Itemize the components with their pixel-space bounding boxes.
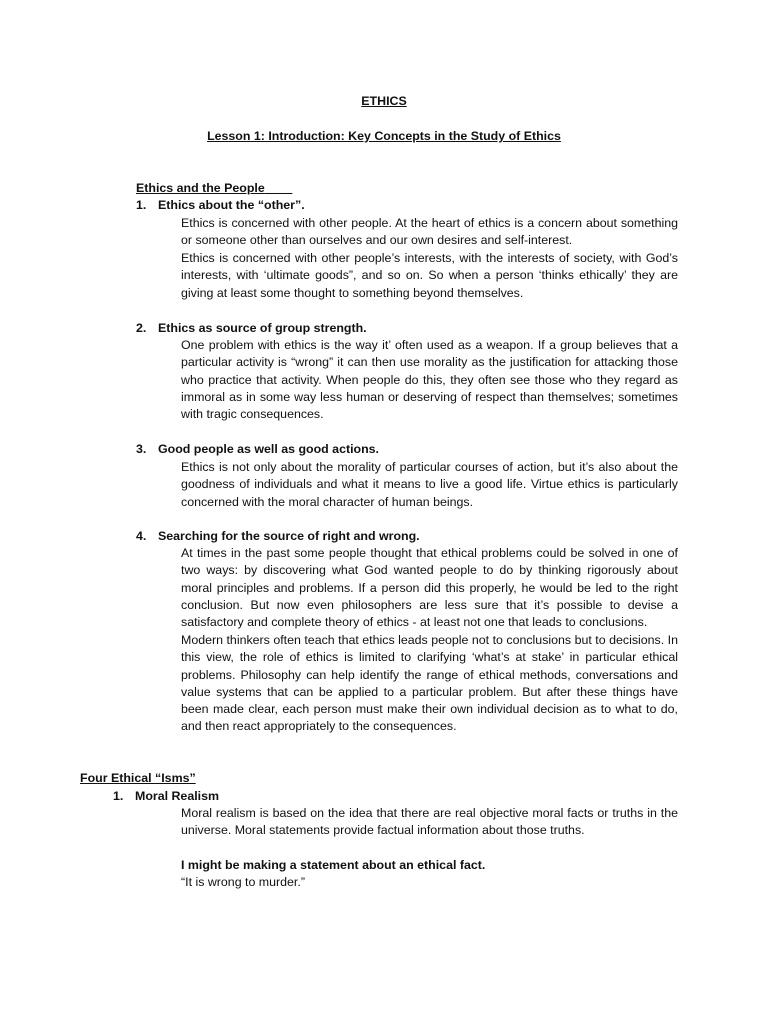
paragraph: Ethics is not only about the morality of particular courses of action, but it’s also about the goodness of individuals and what it means to live a good life. Virtue ethics is particularly concerned with the moral character of human beings. — [181, 460, 678, 509]
list-item-title: 1. Moral Realism — [113, 789, 220, 803]
paragraph: Ethics is concerned with other people. At the heart of ethics is a concern about something or someone other than ourselves and our own desires and self-interest. — [181, 216, 678, 248]
paragraph: At times in the past some people thought that ethical problems could be solved in one of two ways: by discovering what God wanted people to do by thinking rigorously about moral principles and problems. If a person did this properly, he would be led to the right conclusion. But now even philosophers are less sure that it’s possible to devise a satisfactory and complete theory of ethics - at least not one that leads to conclusions. — [181, 546, 678, 630]
paragraph: Ethics is concerned with other people’s interests, with the interests of society, with God’s interests, with ‘ultimate goods”, and so on. So when a person ‘thinks ethically’ they are giving at least some thought to something beyond themselves. — [181, 251, 678, 300]
list-item-title: 3. Good people as well as good actions. — [136, 442, 380, 456]
lesson-subtitle: Lesson 1: Introduction: Key Concepts in the Study of Ethics — [207, 129, 561, 143]
paragraph: Modern thinkers often teach that ethics leads people not to conclusions but to decisions. In this view, the role of ethics is limited to clarifying ‘what’s at stake’ in particular ethical problems. Philosophy can help identify the range of ethical methods, conversations and value systems that can be applied to a particular problem. But after these things have been made clear, each person must make their own individual decision as to what to do, and then react appropriately to the consequences. — [181, 633, 678, 734]
statement-line: I might be making a statement about an ethical fact. — [181, 858, 486, 872]
section-heading-four-ethical-isms: Four Ethical “Isms” — [80, 771, 196, 785]
list-item-title: 4. Searching for the source of right and wrong. — [136, 529, 420, 543]
document-title: ETHICS — [361, 94, 407, 108]
section-heading-ethics-and-people: Ethics and the People — [136, 181, 265, 195]
list-item-title: 1. Ethics about the “other”. — [136, 198, 305, 212]
list-item-title: 2. Ethics as source of group strength. — [136, 321, 367, 335]
paragraph: Moral realism is based on the idea that there are real objective moral facts or truths in the universe. Moral statements provide factual information about those truths. — [181, 806, 678, 838]
paragraph: One problem with ethics is the way it’ often used as a weapon. If a group believes that a particular activity is “wrong” it can then use morality as the justification for attacking those who practice that activity. When people do this, they often see those who they regard as immoral as in some way less human or deserving of respect than themselves; sometimes with tragic consequences. — [181, 338, 678, 422]
quote-line: “It is wrong to murder.” — [181, 875, 305, 889]
